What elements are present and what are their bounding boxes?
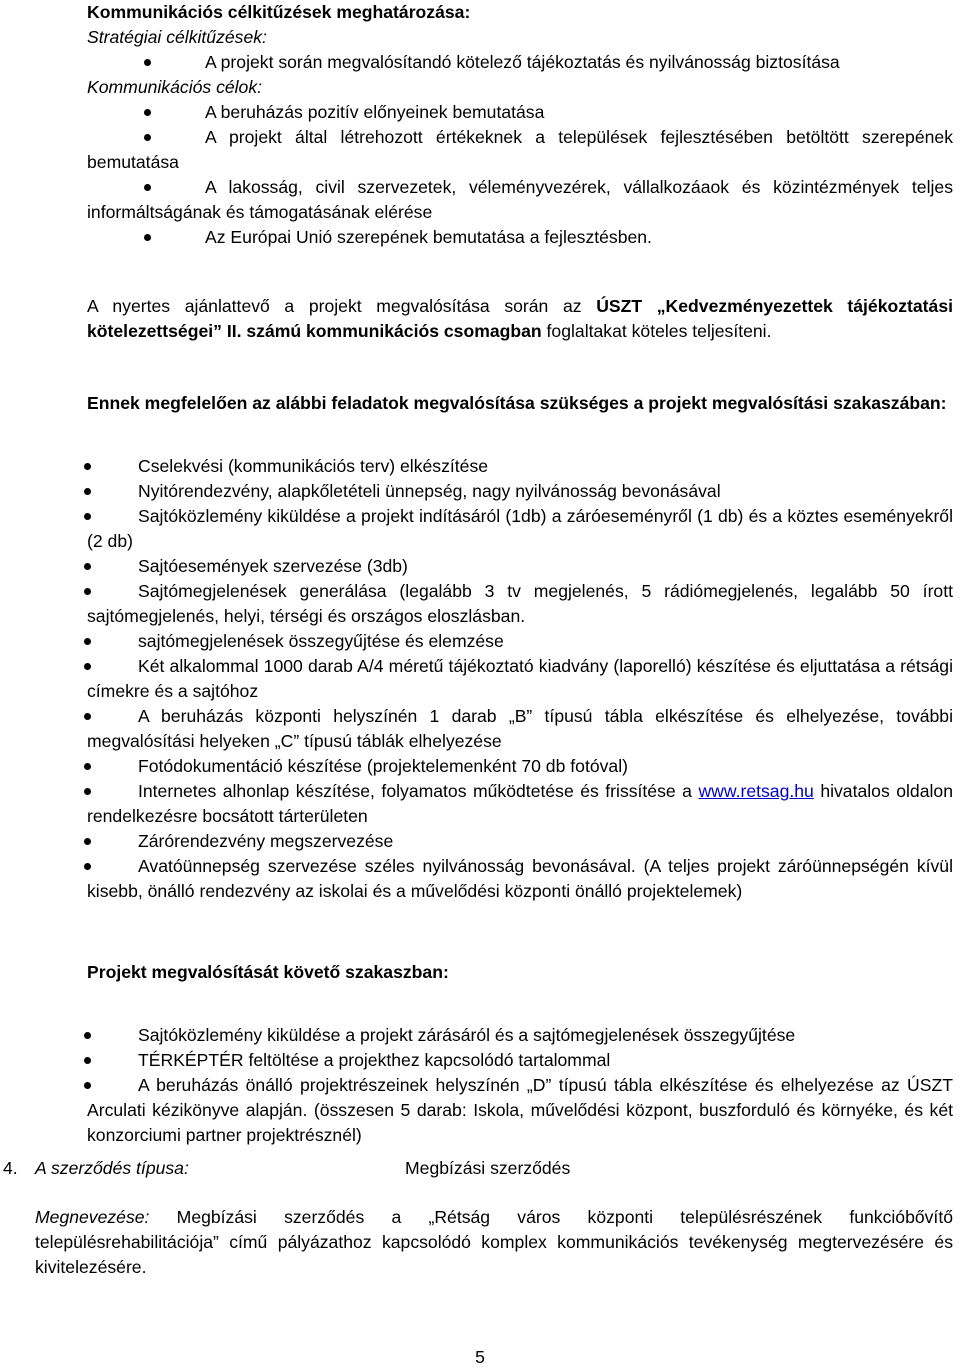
uszt-package-reference: ÚSZT „Kedvezményezettek tájékoztatási kötelezettségei” II. számú kommunikációs csomagban <box>87 296 953 341</box>
list-item: Két alkalommal 1000 darab A/4 méretű tájékoztató kiadvány (laporelló) készítése és eljuttatása a rétsági címekre és a sajtóhoz <box>87 654 953 704</box>
list-item: Cselekvési (kommunikációs terv) elkészítése <box>87 454 953 479</box>
list-item: Sajtóközlemény kiküldése a projekt zárásáról és a sajtómegjelenések összegyűjtése <box>87 1023 953 1048</box>
strategic-goals-list <box>87 50 953 75</box>
comm-goals-section <box>87 0 953 250</box>
list-item: A beruházás központi helyszínén 1 darab „B” típusú tábla elkészítése és elhelyezése, további megvalósítási helyeken „C” típusú táblák elhelyezése <box>87 704 953 754</box>
implementation-heading: Ennek megfelelően az alábbi feladatok megvalósítása szükséges a projekt megvalósítási szakaszában: <box>87 393 947 413</box>
designation-text: Megbízási szerződés a „Rétság város központi településrészének funkcióbővítő településrehabilitációja” című pályázathoz kapcsolódó komplex kommunikációs tevékenység megtervezésére és kivitelezésére. <box>35 1207 953 1277</box>
bullet-icon <box>84 838 91 845</box>
comm-goals-list <box>87 100 953 250</box>
bullet-icon <box>144 184 151 191</box>
list-item: A beruházás pozitív előnyeinek bemutatása <box>87 100 953 125</box>
bullet-icon <box>84 863 91 870</box>
list-item: A lakosság, civil szervezetek, véleményvezérek, vállalkozáaok és közintézmények teljes informáltságának és támogatásának elérése <box>87 177 953 222</box>
bullet-icon <box>84 788 91 795</box>
bullet-icon <box>84 763 91 770</box>
bullet-icon <box>144 109 151 116</box>
post-implementation-section <box>87 960 953 1148</box>
list-item: sajtómegjelenések összegyűjtése és elemzése <box>87 629 953 654</box>
contract-type-value: Megbízási szerződés <box>405 1158 571 1178</box>
section-number: 4. <box>3 1158 18 1178</box>
bullet-icon <box>84 1032 91 1039</box>
implementation-section <box>87 391 953 904</box>
designation-paragraph <box>35 1205 953 1280</box>
bullet-icon <box>84 663 91 670</box>
bullet-icon <box>84 713 91 720</box>
designation-label: Megnevezése: <box>35 1207 150 1227</box>
list-item: Nyitórendezvény, alapkőletételi ünnepség, nagy nyilvánosság bevonásával <box>87 479 953 504</box>
bullet-icon <box>84 638 91 645</box>
bullet-icon <box>144 134 151 141</box>
retsag-website-link[interactable]: www.retsag.hu <box>698 781 814 801</box>
list-item: TÉRKÉPTÉR feltöltése a projekthez kapcsolódó tartalommal <box>87 1048 953 1073</box>
page-number: 5 <box>475 1347 485 1367</box>
bullet-icon <box>144 59 151 66</box>
comm-goals-heading: Kommunikációs célkitűzések meghatározása: <box>87 2 471 22</box>
list-item: Internetes alhonlap készítése, folyamatos működtetése és frissítése a www.retsag.hu hivatalos oldalon rendelkezésre bocsátott tárterületen <box>87 779 953 829</box>
list-item: A beruházás önálló projektrészeinek helyszínén „D” típusú tábla elkészítése és elhelyezése az ÚSZT Arculati kézikönyve alapján. (összesen 5 darab: Iskola, művelődési központ, buszforduló és környéke, és két konzorciumi partner projektrésznél) <box>87 1073 953 1148</box>
list-item: A projekt során megvalósítandó kötelező tájékoztatás és nyilvánosság biztosítása <box>87 50 953 75</box>
list-item: Zárórendezvény megszervezése <box>87 829 953 854</box>
list-item: Fotódokumentáció készítése (projektelemenként 70 db fotóval) <box>87 754 953 779</box>
bullet-icon <box>84 563 91 570</box>
bullet-icon <box>84 1057 91 1064</box>
bullet-icon <box>84 513 91 520</box>
bullet-icon <box>144 234 151 241</box>
contract-type-label: A szerződés típusa: <box>35 1158 189 1178</box>
list-item: Sajtómegjelenések generálása (legalább 3 tv megjelenés, 5 rádiómegjelenés, legalább 50 írott sajtómegjelenés, helyi, térségi és országos eloszlásban. <box>87 579 953 629</box>
list-item: Sajtóesemények szervezése (3db) <box>87 554 953 579</box>
post-implementation-heading: Projekt megvalósítását követő szakaszban: <box>87 962 449 982</box>
comm-goals-label: Kommunikációs célok: <box>87 77 263 97</box>
contract-type-row <box>0 1156 960 1181</box>
bullet-icon <box>84 488 91 495</box>
bullet-icon <box>84 1082 91 1089</box>
bullet-icon <box>84 463 91 470</box>
winner-paragraph: A nyertes ajánlattevő a projekt megvalósítása során az ÚSZT „Kedvezményezettek tájékoztatási kötelezettségei” II. számú kommunikációs csomagban foglaltakat köteles teljesíteni. <box>87 296 953 341</box>
list-item: Sajtóközlemény kiküldése a projekt indításáról (1db) a záróeseményről (1 db) és a köztes eseményekről (2 db) <box>87 504 953 554</box>
bullet-icon <box>84 588 91 595</box>
list-item: A projekt által létrehozott értékeknek a települések fejlesztésében betöltött szerepének bemutatása <box>87 127 953 172</box>
strategic-goals-label: Stratégiai célkitűzések: <box>87 27 267 47</box>
implementation-list <box>87 454 953 904</box>
list-item: Avatóünnepség szervezése széles nyilvánosság bevonásával. (A teljes projekt záróünnepségén kívül kisebb, önálló rendezvény az iskolai és a művelődési központi önálló projektelemek) <box>87 854 953 904</box>
list-item: Az Európai Unió szerepének bemutatása a fejlesztésben. <box>87 225 953 250</box>
post-implementation-list <box>87 1023 953 1148</box>
